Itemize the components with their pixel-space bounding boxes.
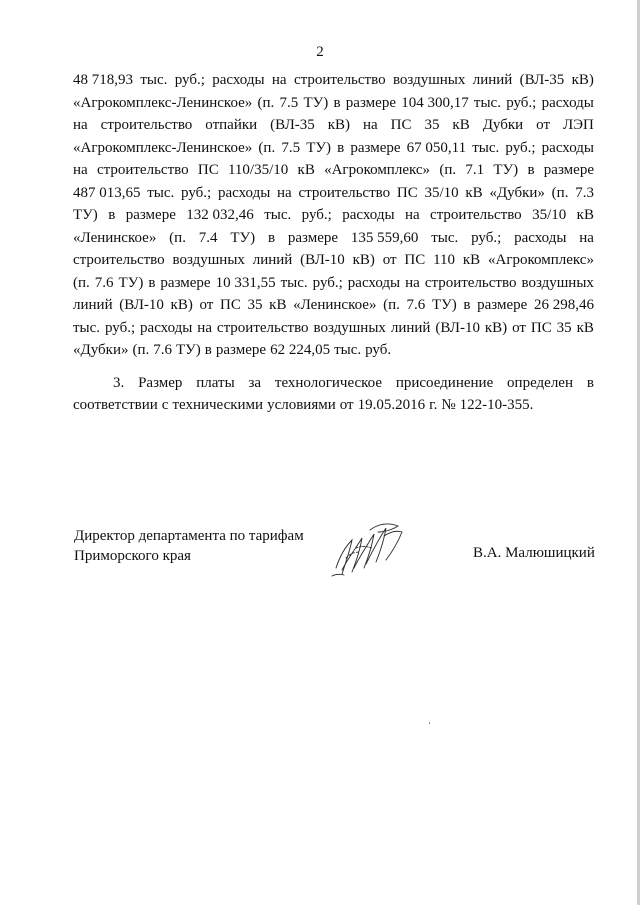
- word: 110: [433, 252, 456, 268]
- word: 7.1: [465, 162, 485, 178]
- word: ПС: [220, 297, 241, 313]
- word: (п.: [169, 229, 186, 246]
- word: руб.;: [506, 94, 537, 111]
- word: 26 298,46: [533, 297, 594, 313]
- text-line: [73, 272, 594, 295]
- word: расходы: [541, 139, 594, 156]
- paragraph-gap: [73, 362, 594, 372]
- word: тыс.: [472, 139, 500, 156]
- text-line: [73, 394, 594, 417]
- word: кВ): [484, 319, 508, 336]
- text-line: [73, 137, 594, 160]
- word: расходы: [541, 94, 594, 111]
- word: линий: [73, 297, 113, 313]
- word: кВ: [452, 117, 470, 133]
- word: в: [586, 374, 594, 391]
- word: (ВЛ-35: [519, 72, 565, 88]
- text-line: [73, 227, 594, 250]
- text-line: [73, 114, 594, 137]
- word: тыс.: [264, 207, 292, 223]
- word: в: [204, 342, 212, 358]
- word: 35/10: [424, 184, 459, 201]
- word: 7.6: [406, 297, 426, 313]
- word: руб.;: [505, 139, 536, 156]
- word: ПС: [404, 252, 426, 268]
- word: строительство: [216, 319, 309, 336]
- word: строительство: [424, 274, 517, 291]
- word: расходы: [347, 274, 401, 291]
- word: руб.: [365, 342, 392, 358]
- paragraph-3: [73, 372, 594, 417]
- word: кВ): [327, 117, 351, 133]
- word: в: [333, 94, 341, 111]
- word: 35/10: [532, 207, 567, 223]
- word: 7.5: [279, 94, 299, 111]
- text-line: [73, 249, 594, 272]
- word: ТУ): [176, 342, 201, 358]
- text-line: [73, 372, 594, 395]
- word: 67 050,11: [406, 139, 467, 156]
- word: кВ): [170, 297, 193, 313]
- word: ЛЭП: [562, 117, 594, 133]
- word: линий: [472, 72, 513, 88]
- word: тыс.: [280, 274, 308, 291]
- word: (п.: [258, 139, 276, 156]
- word: размере: [160, 274, 211, 291]
- word: строительство: [100, 117, 193, 133]
- word: кВ: [462, 252, 481, 268]
- word: 7.6: [153, 342, 173, 358]
- word: 122-10-355.: [459, 397, 534, 413]
- word: кВ: [576, 319, 594, 336]
- signatory-position-line-2: Приморского края: [74, 548, 191, 564]
- word: воздушных: [521, 274, 594, 291]
- word: кВ: [269, 297, 287, 313]
- word: на: [277, 184, 292, 201]
- word: соответствии: [73, 397, 158, 413]
- word: «Агрокомплекс-Ленинское»: [73, 94, 253, 111]
- signatory-position: [74, 526, 304, 566]
- word: «Ленинское»: [293, 297, 377, 313]
- word: строительство: [293, 72, 386, 88]
- word: №: [441, 397, 456, 413]
- word: размере: [287, 229, 339, 246]
- word: размере: [350, 139, 401, 156]
- signatory-name: В.А. Малюшицкий: [473, 545, 595, 561]
- word: (п.: [73, 274, 90, 291]
- word: (п.: [551, 184, 569, 201]
- word: 35: [424, 117, 440, 133]
- word: на: [362, 117, 378, 133]
- word: ТУ): [230, 229, 256, 246]
- word: в: [267, 229, 276, 246]
- word: тыс.: [334, 342, 362, 358]
- word: «Дубки»: [489, 184, 545, 201]
- word: (п.: [383, 297, 400, 313]
- word: за: [248, 374, 262, 391]
- signatory-position-line-1: Директор департамента по тарифам: [74, 528, 304, 544]
- word: на: [404, 207, 420, 223]
- word: расходы: [140, 319, 193, 336]
- word: от: [512, 319, 526, 336]
- word: условиями: [267, 397, 336, 413]
- word: 104 300,17: [401, 94, 469, 111]
- word: 110/35/10: [227, 162, 289, 178]
- word: платы: [196, 374, 235, 391]
- word: в: [148, 274, 156, 291]
- word: воздушных: [172, 252, 245, 268]
- word: 35: [247, 297, 263, 313]
- word: (ВЛ-35: [270, 117, 315, 133]
- word: «Ленинское»: [73, 229, 157, 246]
- word: размере: [125, 207, 176, 223]
- word: размере: [477, 297, 528, 313]
- word: ТУ): [118, 274, 144, 291]
- word: руб.;: [174, 72, 205, 88]
- word: 135 559,60: [350, 229, 419, 246]
- word: тыс.: [431, 229, 459, 246]
- word: на: [197, 319, 212, 336]
- word: кВ): [352, 252, 375, 268]
- word: в: [527, 162, 535, 178]
- word: 35: [556, 319, 572, 336]
- word: на: [73, 117, 88, 133]
- word: кВ): [571, 72, 594, 88]
- word: размере: [543, 162, 594, 178]
- word: расходы: [212, 72, 265, 88]
- word: г.: [429, 397, 438, 413]
- word: (п.: [257, 94, 275, 111]
- word: технологическое: [274, 374, 382, 391]
- text-line: [73, 159, 594, 182]
- word: 62 224,05: [270, 342, 331, 358]
- word: ПС: [530, 319, 552, 336]
- word: Размер: [138, 374, 183, 391]
- word: с: [161, 397, 169, 413]
- text-line: [73, 182, 594, 205]
- word: (п.: [439, 162, 457, 178]
- word: расходы: [217, 184, 271, 201]
- word: кВ: [297, 162, 315, 178]
- word: «Агрокомплекс»: [488, 252, 594, 268]
- word: 7.6: [94, 274, 114, 291]
- word: Дубки: [482, 117, 524, 133]
- word: кВ: [576, 207, 594, 223]
- word: в: [108, 207, 116, 223]
- word: ТУ): [306, 139, 331, 156]
- word: (п.: [132, 342, 150, 358]
- word: ПС: [390, 117, 412, 133]
- word: расходы: [514, 229, 567, 246]
- word: 48 718,93: [73, 72, 133, 88]
- word: ТУ): [73, 207, 98, 223]
- word: на: [405, 274, 420, 291]
- page-number: 2: [316, 44, 324, 60]
- word: руб.;: [104, 319, 136, 336]
- word: (ВЛ-10: [300, 252, 345, 268]
- word: 7.4: [198, 229, 218, 246]
- text-line: [73, 92, 594, 115]
- word: руб.;: [301, 207, 332, 223]
- word: 7.3: [575, 184, 594, 201]
- word: (ВЛ-10: [119, 297, 164, 313]
- word: 132 032,46: [186, 207, 254, 223]
- word: от: [339, 397, 354, 413]
- word: ПС: [396, 184, 418, 201]
- paragraph-continuation: [73, 69, 594, 362]
- word: воздушных: [392, 72, 466, 88]
- word: в: [337, 139, 345, 156]
- word: на: [271, 72, 287, 88]
- word: линий: [390, 319, 431, 336]
- word: тыс.: [73, 319, 101, 336]
- word: от: [382, 252, 397, 268]
- body-text: [73, 69, 594, 417]
- word: определен: [507, 374, 573, 391]
- word: ТУ): [303, 94, 329, 111]
- word: присоединение: [395, 374, 494, 391]
- word: техническими: [172, 397, 264, 413]
- word: строительство: [73, 252, 165, 268]
- word: руб.;: [181, 184, 212, 201]
- word: расходы: [342, 207, 395, 223]
- word: 487 013,65: [73, 184, 141, 201]
- word: (ВЛ-10: [435, 319, 480, 336]
- word: тыс.: [473, 94, 501, 111]
- word: отпайки: [205, 117, 258, 133]
- word: 19.05.2016: [357, 397, 426, 413]
- word: 7.5: [281, 139, 301, 156]
- text-line: [73, 339, 594, 362]
- word: руб.;: [471, 229, 502, 246]
- handwritten-signature: [326, 518, 408, 580]
- word: ТУ): [431, 297, 457, 313]
- word: «Дубки»: [73, 342, 129, 358]
- text-line: [73, 294, 594, 317]
- word: размере: [215, 342, 267, 358]
- word: от: [199, 297, 214, 313]
- word: 3.: [113, 374, 125, 391]
- word: строительство: [96, 162, 189, 178]
- text-line: [73, 204, 594, 227]
- scan-speck: [429, 722, 430, 724]
- word: ТУ): [493, 162, 519, 178]
- word: кВ: [465, 184, 483, 201]
- word: тыс.: [140, 72, 168, 88]
- word: строительство: [430, 207, 522, 223]
- word: «Агрокомплекс-Ленинское»: [73, 139, 253, 156]
- word: руб.;: [312, 274, 343, 291]
- word: размере: [345, 94, 396, 111]
- word: 10 331,55: [215, 274, 276, 291]
- word: от: [536, 117, 550, 133]
- word: строительство: [298, 184, 391, 201]
- word: ПС: [197, 162, 219, 178]
- word: воздушных: [313, 319, 386, 336]
- word: на: [579, 229, 594, 246]
- word: тыс.: [147, 184, 175, 201]
- word: «Агрокомплекс»: [324, 162, 431, 178]
- word: на: [73, 162, 88, 178]
- word: линий: [252, 252, 293, 268]
- text-line: [73, 69, 594, 92]
- text-line: [73, 317, 594, 340]
- word: в: [463, 297, 471, 313]
